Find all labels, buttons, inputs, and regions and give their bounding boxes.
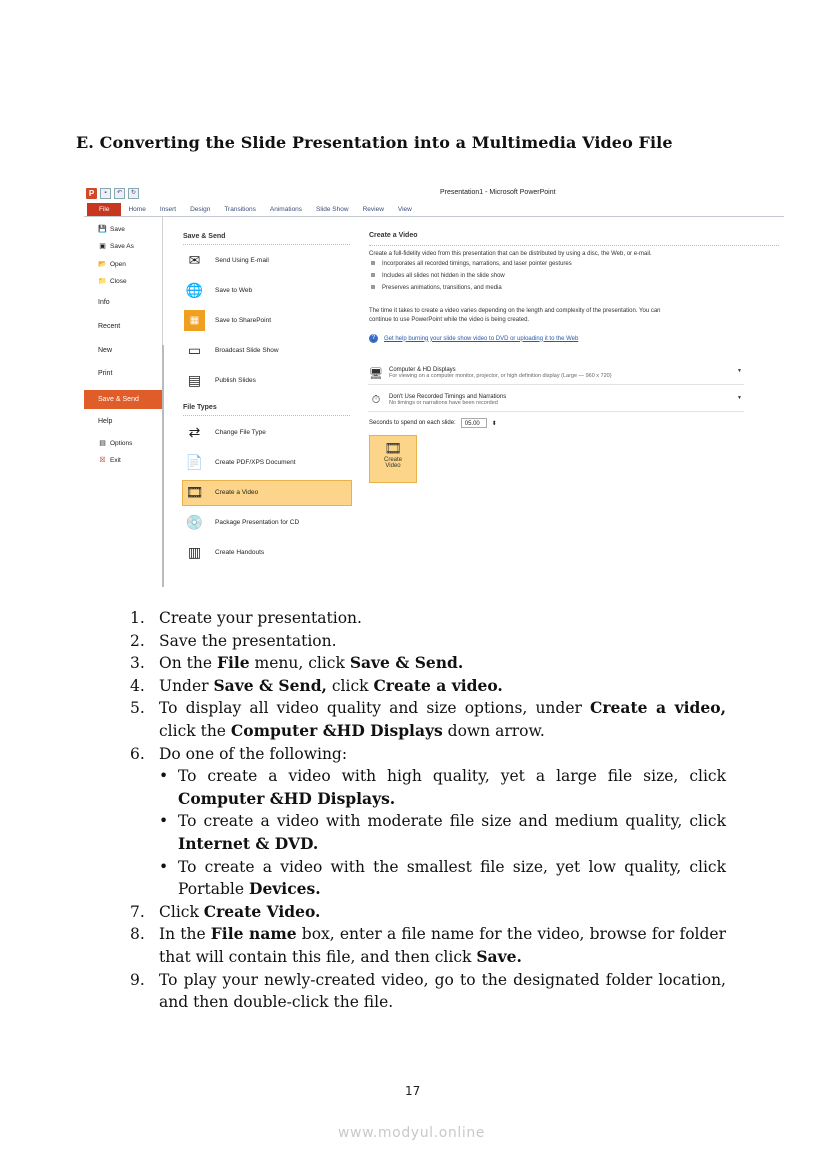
create-handouts-label: Create Handouts <box>215 549 265 556</box>
sub-step-item <box>159 810 726 855</box>
bold-text: Computer &HD Displays <box>230 720 443 740</box>
step-text <box>159 607 726 630</box>
nav-new[interactable]: New <box>98 347 113 354</box>
tab-transitions[interactable]: Transitions <box>224 206 256 213</box>
create-pdf-item[interactable] <box>184 452 296 473</box>
nav-options[interactable] <box>98 439 132 448</box>
bullet-icon: • <box>159 767 169 786</box>
timings-dropdown[interactable] <box>368 389 744 412</box>
nav-exit-label: Exit <box>110 457 121 464</box>
video-quality-title: Computer & HD Displays <box>389 367 456 373</box>
backstage-nav <box>84 217 163 587</box>
time-note-line2: continue to use PowerPoint while the video is being created. <box>369 317 530 323</box>
bold-text: File <box>216 653 250 673</box>
step-text <box>159 697 726 742</box>
sub-step-item <box>159 856 726 901</box>
nav-options-label: Options <box>110 440 133 447</box>
publish-slides-icon: ▤ <box>187 372 202 388</box>
redo-icon: ↻ <box>128 188 139 199</box>
divider <box>183 415 350 416</box>
nav-save-as-label: Save As <box>110 243 134 250</box>
window-title: Presentation1 - Microsoft PowerPoint <box>440 189 556 196</box>
package-for-cd-item[interactable] <box>184 512 299 533</box>
text-run: In the <box>159 925 211 944</box>
pdf-document-icon: 📄 <box>185 454 204 470</box>
step-item <box>130 675 726 698</box>
save-to-web-label: Save to Web <box>215 287 253 294</box>
send-using-email-label: Send Using E-mail <box>215 257 269 264</box>
timings-icon: ⏱ <box>371 393 381 406</box>
globe-icon: 🌐 <box>185 282 204 298</box>
timings-desc: No timings or narrations have been recorded <box>389 400 498 406</box>
step-item <box>130 969 726 1014</box>
publish-slides-label: Publish Slides <box>215 377 256 384</box>
undo-icon: ↶ <box>114 188 125 199</box>
step-text <box>159 969 726 1014</box>
broadcast-icon: ▭ <box>187 342 202 358</box>
step-number: 8. <box>130 925 145 944</box>
save-as-icon: ▣ <box>99 243 106 250</box>
divider <box>183 244 350 245</box>
create-pdf-label: Create PDF/XPS Document <box>215 459 296 466</box>
step-item <box>130 697 726 742</box>
change-file-type-icon: ⇄ <box>188 424 201 440</box>
save-icon: ▪ <box>100 188 111 199</box>
file-types-header: File Types <box>183 404 217 411</box>
bold-text: Save. <box>476 946 522 966</box>
sub-step-text <box>178 765 726 810</box>
bold-text: Save & Send, <box>213 675 327 695</box>
step-number: 4. <box>130 676 145 695</box>
text-run: To create a video with the smallest file size, yet low quality, click Portable <box>178 857 726 899</box>
handouts-icon: ▥ <box>187 544 202 560</box>
powerpoint-screenshot <box>84 185 784 587</box>
tab-file[interactable]: File <box>87 203 121 216</box>
text-run: To create a video with moderate file size and medium quality, click <box>178 812 726 831</box>
step-number: 3. <box>130 654 145 673</box>
sharepoint-icon: ▦ <box>184 310 205 331</box>
bullet-icon: • <box>159 857 169 876</box>
package-for-cd-label: Package Presentation for CD <box>215 519 300 526</box>
nav-save-label: Save <box>110 226 125 233</box>
step-number: 5. <box>130 699 145 718</box>
sub-step-text <box>178 856 726 901</box>
video-icon: 🎞 <box>384 440 402 456</box>
change-file-type-label: Change File Type <box>215 429 266 436</box>
save-to-sharepoint-item[interactable] <box>184 310 271 331</box>
powerpoint-logo-icon: P <box>86 188 97 199</box>
chevron-down-icon[interactable]: ▼ <box>737 368 742 374</box>
text-run: click the <box>159 721 231 740</box>
tab-animations[interactable]: Animations <box>269 206 303 213</box>
sub-step-text <box>178 810 726 855</box>
nav-save-send[interactable]: Save & Send <box>84 390 162 409</box>
nav-exit[interactable] <box>98 456 121 465</box>
text-run: Do one of the following: <box>159 744 348 763</box>
bold-text: Create a video, <box>590 698 726 718</box>
ribbon-tabs <box>84 203 784 217</box>
help-link[interactable] <box>369 334 578 343</box>
watermark: www.modyul.online <box>338 1125 486 1141</box>
tab-home[interactable]: Home <box>128 206 146 213</box>
create-a-video-item[interactable] <box>184 482 258 503</box>
text-run: Click <box>159 902 204 921</box>
send-using-email-item[interactable] <box>184 250 269 271</box>
text-run: Create your presentation. <box>159 609 362 627</box>
broadcast-slide-show-label: Broadcast Slide Show <box>215 347 279 354</box>
monitor-icon: 🖥 <box>369 367 383 380</box>
step-number: 1. <box>130 609 145 627</box>
nav-open-label: Open <box>110 261 126 268</box>
text-run: down arrow. <box>442 721 545 740</box>
seconds-label: Seconds to spend on each slide: <box>369 420 456 426</box>
feature-bullet: Incorporates all recorded timings, narrations, and laser pointer gestures <box>371 261 572 267</box>
text-run: menu, click <box>249 654 350 673</box>
section-heading: E. Converting the Slide Presentation into a Multimedia Video File <box>76 133 673 152</box>
step-text <box>159 630 726 653</box>
nav-save-as[interactable] <box>98 242 134 251</box>
bold-text: Create a video. <box>373 675 503 695</box>
email-icon: ✉ <box>188 252 201 268</box>
step-text <box>159 901 726 924</box>
bold-text: Computer &HD Displays. <box>178 788 396 808</box>
bullet-icon: • <box>159 812 169 831</box>
text-run: click <box>326 676 374 695</box>
nav-save[interactable] <box>98 225 125 234</box>
step-text <box>159 923 726 968</box>
create-video-button-line1: Create <box>383 457 402 463</box>
save-to-web-item[interactable] <box>184 280 252 301</box>
create-video-header: Create a Video <box>369 232 418 239</box>
text-run: To display all video quality and size options, under <box>159 699 591 718</box>
step-item <box>130 901 726 924</box>
step-item <box>130 923 726 968</box>
divider <box>369 245 779 246</box>
text-run: To play your newly-created video, go to the designated folder location, and then double-click the file. <box>159 970 726 1012</box>
step-item <box>130 652 726 675</box>
broadcast-slide-show-item[interactable] <box>184 340 279 361</box>
sub-step-item <box>159 765 726 810</box>
nav-help[interactable]: Help <box>98 418 113 425</box>
timings-title: Don't Use Recorded Timings and Narrations <box>389 394 507 400</box>
seconds-input[interactable]: 05.00 <box>461 418 487 428</box>
step-number: 2. <box>130 631 145 650</box>
bold-text: File name <box>210 924 297 944</box>
step-text <box>159 743 726 766</box>
nav-print[interactable]: Print <box>98 370 113 377</box>
video-quality-desc: For viewing on a computer monitor, projector, or high definition display (Large — 960 x 720) <box>389 373 612 379</box>
help-link-label: Get help burning your slide show video to DVD or uploading it to the Web <box>384 335 579 342</box>
quick-access-toolbar <box>86 188 139 199</box>
step-item <box>130 743 726 766</box>
divider <box>162 345 164 587</box>
seconds-per-slide <box>369 418 497 428</box>
feature-bullet: Includes all slides not hidden in the slide show <box>371 273 505 279</box>
text-run: box, enter a file name for the video, browse for folder that will contain this file, and then click <box>159 925 726 966</box>
nav-close[interactable] <box>98 277 127 286</box>
save-send-header: Save & Send <box>183 233 226 240</box>
tab-review[interactable]: Review <box>362 206 384 213</box>
create-a-video-label: Create a Video <box>215 489 259 496</box>
cd-icon: 💿 <box>185 514 204 530</box>
change-file-type-item[interactable] <box>184 422 266 443</box>
nav-open[interactable] <box>98 260 126 269</box>
tab-insert[interactable]: Insert <box>159 206 177 213</box>
create-video-button-line2: Video <box>385 463 401 469</box>
instruction-list <box>130 607 726 1014</box>
time-note-line1: The time it takes to create a video varies depending on the length and complexity of the presentation. You can <box>369 308 661 314</box>
tab-slide-show[interactable]: Slide Show <box>316 206 349 213</box>
create-handouts-item[interactable] <box>184 542 264 563</box>
nav-close-label: Close <box>110 278 127 285</box>
tab-view[interactable]: View <box>397 206 412 213</box>
bold-text: Devices. <box>249 879 321 899</box>
text-run: On the <box>159 654 217 673</box>
step-item <box>130 630 726 653</box>
save-to-sharepoint-label: Save to SharePoint <box>215 317 272 324</box>
bold-text: Internet & DVD. <box>178 833 319 853</box>
bold-text: Save & Send. <box>349 653 464 673</box>
spinner-icon[interactable]: ⬍ <box>491 420 497 427</box>
text-run: To create a video with high quality, yet a large file size, click <box>178 767 726 786</box>
step-item <box>130 607 726 630</box>
create-video-intro: Create a full-fidelity video from this presentation that can be distributed by using a disc, the Web, or e-mail. <box>369 251 652 257</box>
video-icon: 🎞 <box>185 484 204 500</box>
step-text <box>159 675 726 698</box>
text-run: Under <box>159 676 214 695</box>
chevron-down-icon[interactable]: ▼ <box>737 395 742 401</box>
step-number: 7. <box>130 902 145 921</box>
exit-icon: ☒ <box>99 457 106 464</box>
create-video-button[interactable] <box>369 435 417 483</box>
folder-open-icon: 📂 <box>98 261 107 268</box>
save-icon: 💾 <box>98 226 107 233</box>
nav-info[interactable]: Info <box>98 299 110 306</box>
step-text <box>159 652 726 675</box>
tab-design[interactable]: Design <box>190 206 211 213</box>
window-titlebar <box>84 185 784 202</box>
step-number: 9. <box>130 970 145 989</box>
step-number: 6. <box>130 744 145 763</box>
publish-slides-item[interactable] <box>184 370 256 391</box>
video-quality-dropdown[interactable] <box>368 362 744 385</box>
help-icon: ? <box>369 334 378 343</box>
text-run: Save the presentation. <box>159 631 337 650</box>
page-number: 17 <box>405 1084 421 1098</box>
feature-bullet: Preserves animations, transitions, and media <box>371 285 502 291</box>
bold-text: Create Video. <box>203 901 321 921</box>
options-icon: ▤ <box>99 440 106 447</box>
folder-close-icon: 📁 <box>98 278 107 285</box>
nav-recent[interactable]: Recent <box>98 323 121 330</box>
